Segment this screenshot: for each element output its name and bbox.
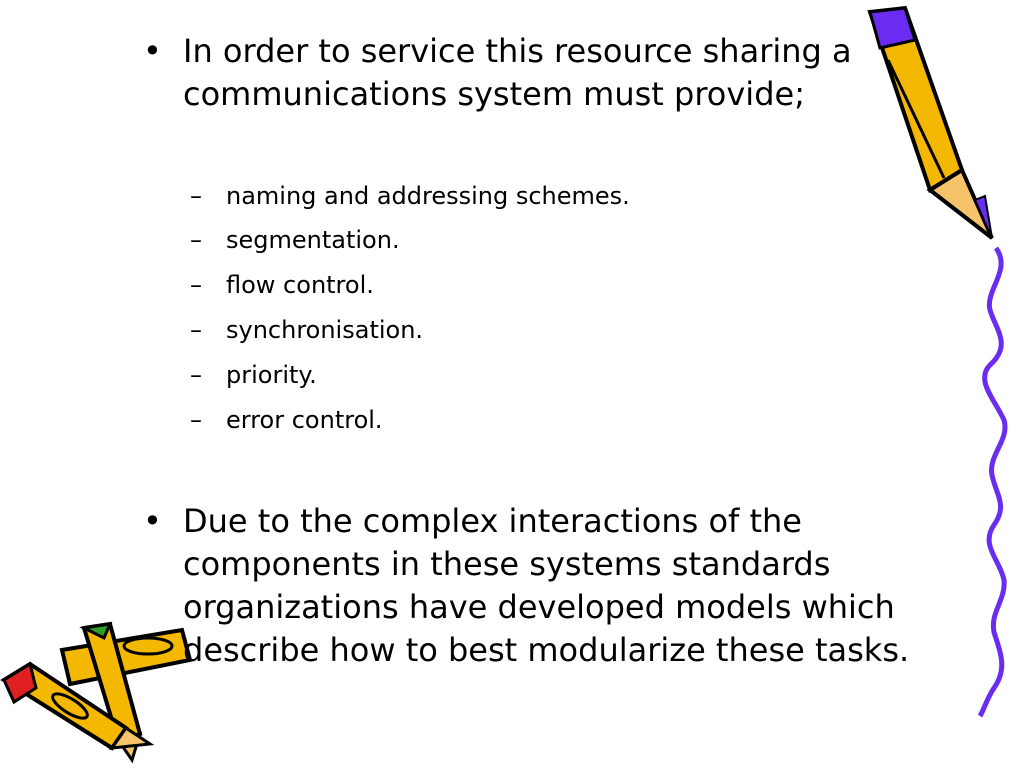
subitem-text: naming and addressing schemes. (226, 182, 630, 210)
subitem-marker: – (190, 361, 202, 389)
bullet-marker: • (143, 32, 162, 70)
subitem-marker: – (190, 182, 202, 210)
bullet-marker: • (143, 502, 162, 540)
squiggle-line (980, 248, 1005, 716)
subitem-marker: – (190, 271, 202, 299)
subitem-text: synchronisation. (226, 316, 424, 344)
bullet-2-text: Due to the complex interactions of the components in these systems standards organizations have developed models which describe how to best modularize these tasks. (183, 502, 910, 669)
subitem-marker: – (190, 226, 202, 254)
subitem-marker: – (190, 316, 202, 344)
subitem-text: priority. (226, 361, 317, 389)
subitem-text: flow control. (226, 271, 374, 299)
pencils-bottom-left (4, 624, 190, 760)
subitem-text: segmentation. (226, 226, 400, 254)
bullet-1-text: In order to service this resource sharing a communications system must provide; (183, 32, 852, 113)
subitem-text: error control. (226, 406, 383, 434)
subitem-marker: – (190, 406, 202, 434)
